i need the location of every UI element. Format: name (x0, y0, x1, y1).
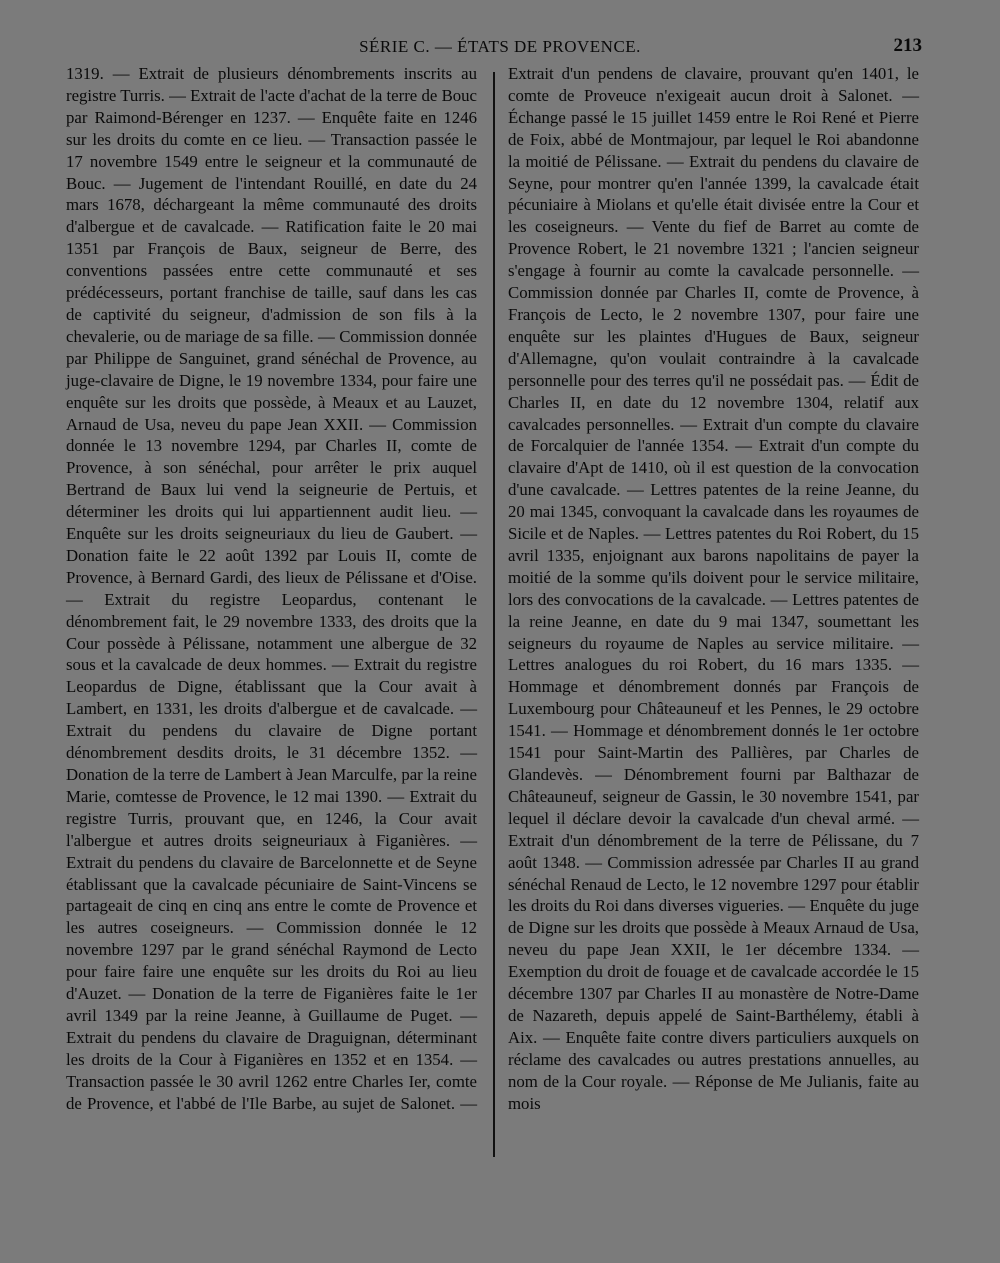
running-title: SÉRIE C. — ÉTATS DE PROVENCE. (359, 37, 641, 56)
left-column-text: 1319. — Extrait de plusieurs dénombrements inscrits au registre Turris. — Extrait de l'acte d'achat de la terre de Bouc par Raimond-Bérenger en 1237. — Enquête faite en 1246 sur les droits du comte en ce lieu. — Transaction passée le 17 novembre 1549 entre le seigneur et la communauté de Bouc. — Jugement de l'intendant Rouillé, en date du 24 mars 1678, déchargeant la même communauté des droits d'albergue et de cavalcade. — Ratification faite le 20 mai 1351 par François de Baux, seigneur de Berre, des conventions passées entre cette communauté et ses prédécesseurs, portant franchise de taille, sauf dans les cas de captivité du seigneur, d'admission de son fils à la chevalerie, ou de mariage de sa fille. — Commission donnée par Philippe de Sanguinet, grand sénéchal de Provence, au juge-clavaire de Digne, le 19 novembre 1334, pour faire une enquête sur les droits que possède, à Meaux et au Lauzet, Arnaud de Usa, neveu du pape Jean XXII. — Commission donnée le 13 novembre 1294, par Charles II, comte de Provence, à son sénéchal, pour arrêter le prix auquel Bertrand de Baux lui vend la seigneurie de Pertuis, et déterminer les droits qui lui appartiennent audit lieu. — Enquête sur les droits seigneuriaux du lieu de Gaubert. — Donation faite le 22 août 1392 par Louis II, comte de Provence, à Bernard Gardi, des lieux de Pélissane et d'Oise. — Extrait du registre Leopardus, contenant le dénombrement fait, le 29 novembre 1333, des droits que la Cour possède à Pélissane, notamment une albergue de 32 sous et la cavalcade de deux hommes. — Extrait du registre Leopardus de Digne, établissant que la Cour avait à Lambert, en 1331, les droits d'albergue et de cavalcade. — Extrait du pendens du clavaire de Digne portant dénombrement desdits droits, le 31 décembre 1352. — Donation de la terre de Lambert à Jean Marculfe, par la reine Marie, comtesse de Provence, le 12 mai 1390. — Extrait du registre Turris, prouvant que, en 1246, la Cour avait l'albergue et autres droits seigneuriaux à Figanières. — Extrait du pendens du clavaire de Barcelonnette et de Seyne établissant que la cavalcade pécuniaire de Saint-Vincens se partageait de cinq en cinq ans entre le comte de Provence et les autres coseigneurs. — Commission donnée le 12 novembre 1297 par le grand sénéchal Raymond de Lecto pour faire faire une enquête sur les droits du Roi au lieu d'Auzet. — Donation de la terre de Figanières faite le 1er avril 1349 par la reine Jeanne, à Guillaume de Puget. — Extrait du pendens du clavaire de Draguignan, déterminant les droits de la Cour à Figanières en 1352 et en 1354. — Transaction passée le 30 avril 1262 entre Charles Ier, comte de Provence, et l'abbé de l'Ile Barbe, au sujet de Salonet. — (66, 64, 477, 1113)
left-column (66, 63, 477, 1153)
column-divider (493, 72, 495, 1157)
right-column-text: Extrait d'un pendens de clavaire, prouvant qu'en 1401, le comte de Proveuce n'exigeait aucun droit à Salonet. — Échange passé le 15 juillet 1459 entre le Roi René et Pierre de Foix, abbé de Montmajour, par lequel le Roi abandonne la moitié de Pélissane. — Extrait du pendens du clavaire de Seyne, pour montrer qu'en l'année 1399, la cavalcade était pécuniaire à Miolans et qu'elle était divisée entre la Cour et les coseigneurs. — Vente du fief de Barret au comte de Provence Robert, le 21 novembre 1321 ; l'ancien seigneur s'engage à fournir au comte la cavalcade personnelle. — Commission donnée par Charles II, comte de Provence, à François de Lecto, le 2 novembre 1307, pour faire une enquête sur les plaintes d'Hugues de Baux, seigneur d'Allemagne, qu'on voulait contraindre à la cavalcade personnelle pour des terres qu'il ne possédait pas. — Édit de Charles II, en date du 12 novembre 1304, relatif aux cavalcades personnelles. — Extrait d'un compte du clavaire de Forcalquier de l'année 1354. — Extrait d'un compte du clavaire d'Apt de 1410, où il est question de la convocation d'une cavalcade. — Lettres patentes de la reine Jeanne, du 20 mai 1345, convoquant la cavalcade dans les royaumes de Sicile et de Naples. — Lettres patentes du Roi Robert, du 15 avril 1335, enjoignant aux barons napolitains de payer la moitié de la somme qu'ils doivent pour le service militaire, lors des convocations de la cavalcade. — Lettres patentes de la reine Jeanne, en date du 9 mai 1347, soumettant les seigneurs du royaume de Naples au service militaire. — Lettres analogues du roi Robert, du 16 mars 1335. — Hommage et dénombrement donnés par François de Luxembourg pour Châteauneuf et les Pennes, le 29 octobre 1541. — Hommage et dénombrement donnés le 1er octobre 1541 pour Saint-Martin des Pallières, par Charles de Glandevès. — Dénombrement fourni par Balthazar de Châteauneuf, seigneur de Gassin, le 30 novembre 1541, par lequel il déclare devoir la cavalcade d'un cheval armé. — Extrait d'un dénombrement de la terre de Pélissane, du 7 août 1348. — Commission adressée par Charles II au grand sénéchal Renaud de Lecto, le 12 novembre 1297 pour établir les droits du Roi dans diverses vigueries. — Enquête du juge de Digne sur les droits que possède à Meaux Arnaud de Usa, neveu du pape Jean XXII, le 1er décembre 1334. — Exemption du droit de fouage et de cavalcade accordée le 15 décembre 1307 par Charles II au monastère de Notre-Dame de Nazareth, depuis appelé de Saint-Barthélemy, établi à Aix. — Enquête faite contre divers particuliers auxquels on réclame des cavalcades ou autres prestations annuelles, au nom de la Cour royale. — Réponse de Me Julianis, faite au mois (508, 64, 919, 1113)
page-number: 213 (893, 35, 922, 56)
page-header (0, 35, 1000, 59)
right-column (508, 63, 919, 1153)
